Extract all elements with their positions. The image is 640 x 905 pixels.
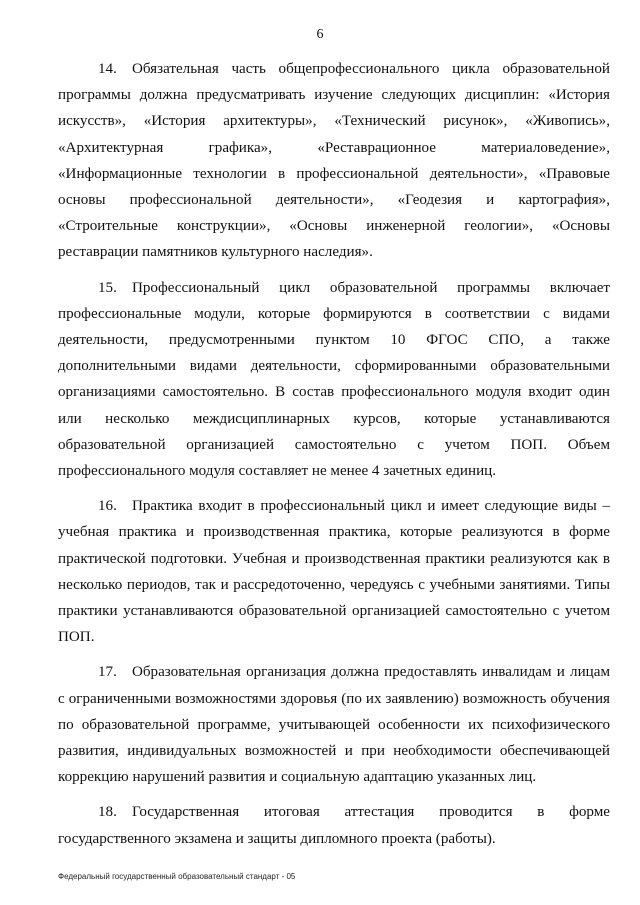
paragraph-18: 18. Государственная итоговая аттестация проводится в форме государственного экзамена и защиты дипломного проекта (работы). (58, 804, 610, 847)
paragraph-16: 16. Практика входит в профессиональный цикл и имеет следующие виды – учебная практика и производственная практика, которые реализуются в форме практической подготовки. Учебная и производственная практики реализуются как в несколько периодов, так и рассредоточенно, чередуясь с учебными занятиями. Типы практики устанавливаются образовательной организацией самостоятельно с учетом ПОП. (58, 498, 610, 646)
page-footer: Федеральный государственный образовательный стандарт - 05 (58, 872, 296, 881)
paragraph-14: 14. Обязательная часть общепрофессионального цикла образовательной программы должна предусматривать изучение следующих дисциплин: «История искусств», «История архитектуры», «Технический рисунок», «Живопись», «Архитектурная графика», «Реставрационное материаловедение», «Информационные технологии в профессиональной деятельности», «Правовые основы профессиональной деятельности», «Геодезия и картография», «Строительные конструкции», «Основы инженерной геологии», «Основы реставрации памятников культурного наследия». (58, 61, 610, 261)
page-number: 6 (316, 27, 324, 42)
document-body (58, 56, 610, 861)
paragraph-17: 17. Образовательная организация должна предоставлять инвалидам и лицам с ограниченными возможностями здоровья (по их заявлению) возможность обучения по образовательной программе, учитывающей особенности их психофизического развития, индивидуальных возможностей и при необходимости обеспечивающей коррекцию нарушений развития и социальную адаптацию указанных лиц. (58, 664, 610, 786)
paragraph-15: 15. Профессиональный цикл образовательной программы включает профессиональные модули, которые формируются в соответствии с видами деятельности, предусмотренными пунктом 10 ФГОС СПО, а также дополнительными видами деятельности, сформированными образовательными организациями самостоятельно. В состав профессионального модуля входит один или несколько междисциплинарных курсов, которые устанавливаются образовательной организацией самостоятельно с учетом ПОП. Объем профессионального модуля составляет не менее 4 зачетных единиц. (58, 279, 610, 480)
